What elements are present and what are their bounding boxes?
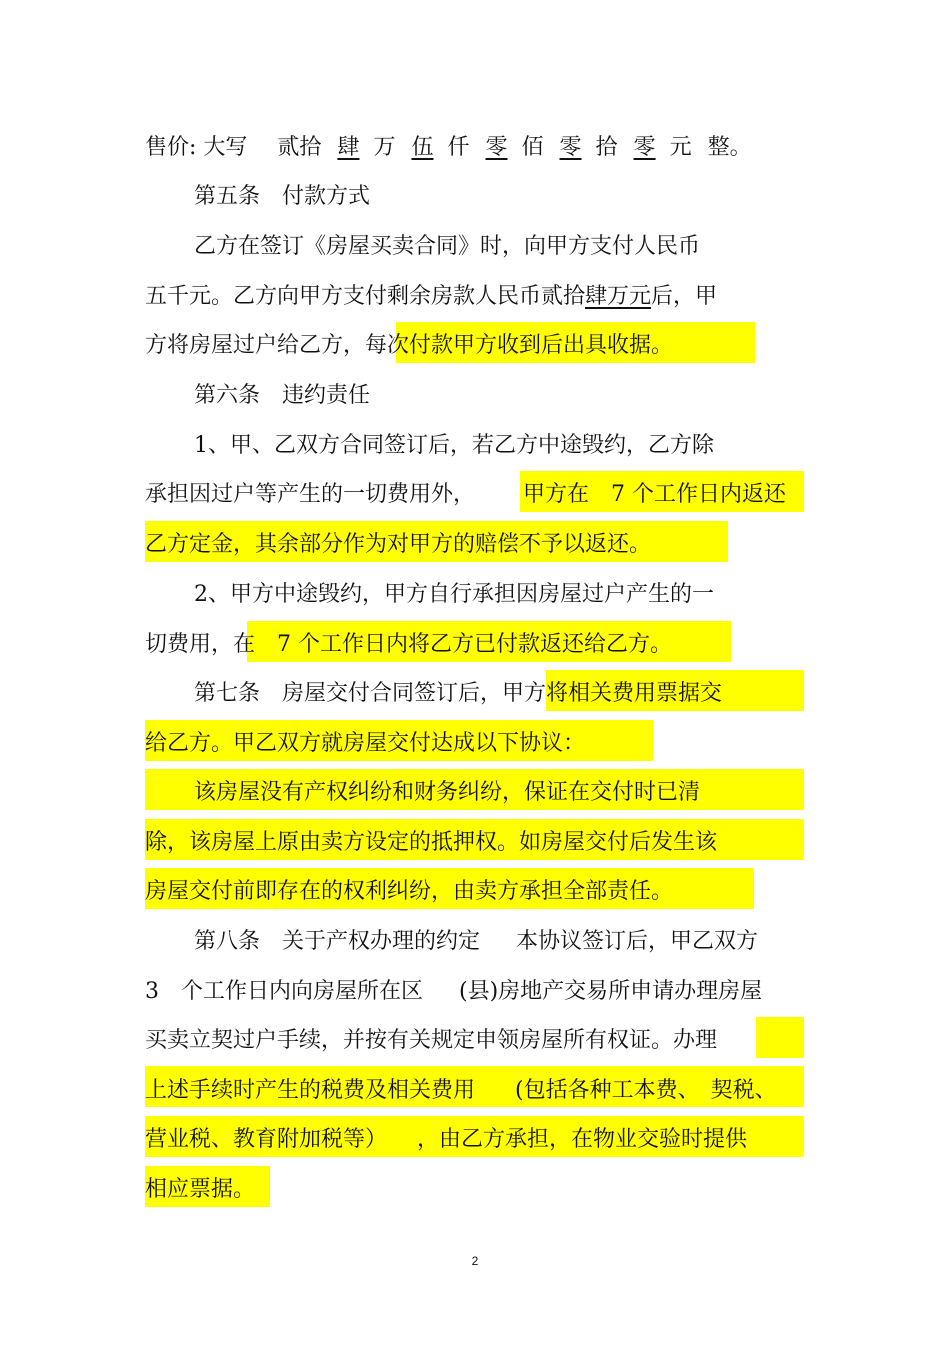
article8-line: 上述手续时产生的税费及相关费用 (包括各种工本费、 契税、	[145, 1078, 777, 1103]
article5-line: 乙方在签订《房屋买卖合同》时，向甲方支付人民币	[194, 234, 701, 259]
price-digit: 仟	[447, 135, 470, 160]
article8-line: 营业税、教育附加税等） ，由乙方承担，在物业交验时提供	[145, 1127, 748, 1152]
price-digit: 元	[669, 135, 692, 160]
article7-line: 第七条 房屋交付合同签订后，甲方将相关费用票据交	[194, 681, 723, 706]
price-digit: 伍	[411, 135, 434, 160]
article6-clause: 切费用，在 7 个工作日内将乙方已付款返还给乙方。	[145, 632, 672, 657]
price-label: 售价: 大写	[145, 135, 248, 160]
article7-line: 除，该房屋上原由卖方设定的抵押权。如房屋交付后发生该	[145, 830, 718, 855]
price-digit: 零	[633, 135, 656, 160]
article5-line: 五千元。乙方向甲方支付剩余房款人民币贰拾肆万元后，甲	[145, 284, 718, 309]
article5-line: 方将房屋过户给乙方，每次付款甲方收到后出具收据。	[145, 333, 674, 358]
article8-line: 第八条 关于产权办理的约定 本协议签订后，甲乙双方	[194, 929, 759, 954]
price-digit: 肆	[337, 135, 360, 160]
article8-line: 买卖立契过户手续，并按有关规定申领房屋所有权证。办理	[145, 1028, 718, 1053]
article7-line: 房屋交付前即存在的权利纠纷，由卖方承担全部责任。	[145, 879, 674, 904]
price-digit: 零	[485, 135, 508, 160]
price-digit: 贰拾	[277, 135, 322, 160]
price-digit: 拾	[595, 135, 618, 160]
price-digit: 万	[373, 135, 396, 160]
article6-clause: 承担因过户等产生的一切费用外， 甲方在 7 个工作日内返还	[145, 482, 787, 507]
article6-clause: 1、甲、乙双方合同签订后，若乙方中途毁约，乙方除	[194, 433, 714, 458]
article7-line: 该房屋没有产权纠纷和财务纠纷，保证在交付时已清	[194, 780, 701, 805]
article6-clause: 乙方定金，其余部分作为对甲方的赔偿不予以返还。	[145, 532, 652, 557]
price-digit: 零	[559, 135, 582, 160]
price-digit: 整。	[707, 135, 752, 160]
article7-line: 给乙方。甲乙双方就房屋交付达成以下协议：	[145, 731, 586, 756]
article8-line: 3 个工作日内向房屋所在区 (县)房地产交易所申请办理房屋	[145, 979, 763, 1004]
article6-clause: 2、甲方中途毁约，甲方自行承担因房屋过户产生的一	[194, 582, 714, 607]
price-digit: 佰	[521, 135, 544, 160]
highlight	[756, 1017, 804, 1058]
article5-title: 第五条 付款方式	[194, 184, 371, 209]
price-line	[145, 135, 752, 161]
underlined-amount: 肆万元	[585, 284, 652, 309]
page-number: 2	[471, 1254, 479, 1268]
article6-title: 第六条 违约责任	[194, 383, 371, 408]
article8-line: 相应票据。	[145, 1177, 256, 1202]
